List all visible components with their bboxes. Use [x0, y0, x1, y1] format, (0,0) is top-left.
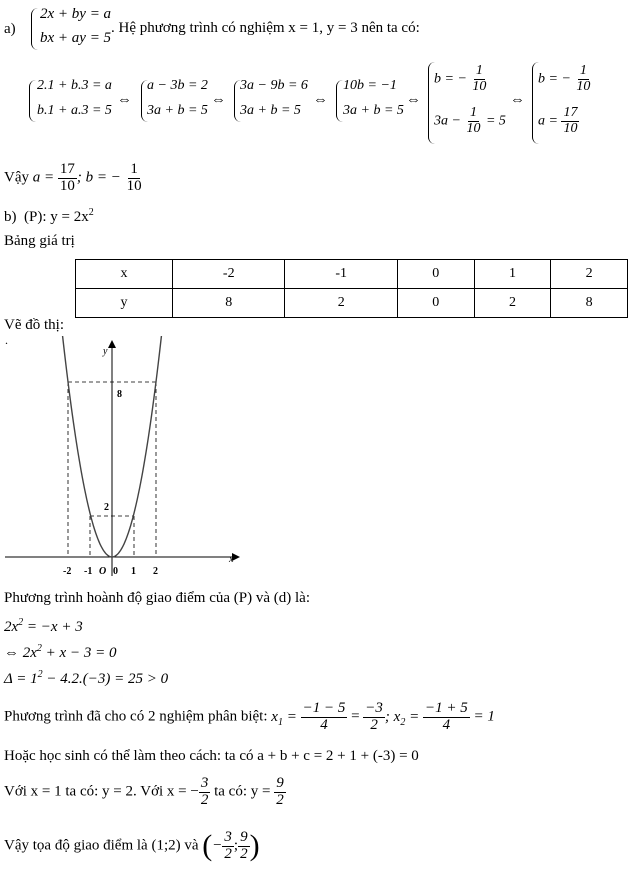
- point-line: Với x = 1 ta có: y = 2. Với x = − $\frac{3}{2}$ ta có: y = $\frac{9}{2}$: [4, 775, 284, 808]
- step1-brace: [29, 80, 36, 122]
- step4-eq-2: 3a + b = 5: [343, 103, 404, 118]
- x-tick-neg1: -1: [84, 566, 93, 577]
- step6-b-eq: b = − $\frac{1}{10}$: [538, 63, 591, 94]
- equiv-5: ⇔: [510, 92, 525, 108]
- table-cell: 0: [397, 260, 474, 289]
- step1-eq-1: 2.1 + b.3 = a: [37, 78, 112, 93]
- step1-eq-2: b.1 + a.3 = 5: [37, 103, 112, 118]
- table-cell: 0: [397, 289, 474, 318]
- step4-brace: [336, 80, 343, 122]
- part-a-label: a): [4, 21, 16, 37]
- origin-label: O: [99, 566, 107, 577]
- table-cell: 2: [551, 260, 628, 289]
- table-cell: -1: [285, 260, 397, 289]
- x-tick-neg2: -2: [63, 566, 72, 577]
- equiv-1: ⇔: [117, 92, 132, 108]
- table-cell: -2: [173, 260, 285, 289]
- x-tick-2: 2: [153, 566, 158, 577]
- equation-2: ⇔ $2x^2 + x - 3 = 0$: [4, 643, 117, 661]
- equation-1: $2x^2 = -x + 3$: [4, 617, 83, 635]
- step2-eq-2: 3a + b = 5: [147, 103, 208, 118]
- origin-zero: 0: [113, 566, 118, 577]
- parabola-graph: [0, 336, 250, 584]
- equiv-2: ⇔: [211, 92, 226, 108]
- table-cell: 8: [173, 289, 285, 318]
- table-cell: 8: [551, 289, 628, 318]
- graph-title: Vẽ đồ thị:: [4, 317, 64, 333]
- table-cell: x: [76, 260, 173, 289]
- system-brace: [31, 8, 38, 50]
- y-tick-8: 8: [117, 389, 122, 400]
- table-cell: 1: [474, 260, 551, 289]
- step5-a-eq: 3a − $\frac{1}{10}$ = 5: [434, 105, 506, 136]
- value-table: [75, 259, 628, 318]
- system-eq-1: 2x + by = a: [40, 6, 112, 22]
- step3-eq-1: 3a − 9b = 6: [240, 78, 308, 93]
- equation-3: $\Delta = 1^2 - 4.2.(-3) = 25 > 0$: [4, 669, 169, 687]
- equiv-4: ⇔: [406, 92, 421, 108]
- part-a-conclusion: Vậy a = $\frac{17}{10}$ ; b = − $\frac{1}{10}$: [4, 161, 142, 194]
- step5-b-eq: b = − $\frac{1}{10}$: [434, 63, 487, 94]
- x-tick-1: 1: [131, 566, 136, 577]
- table-row: [76, 260, 628, 289]
- part-a-intro: . Hệ phương trình có nghiệm x = 1, y = 3 nên ta có:: [111, 20, 420, 36]
- step4-eq-1: 10b = −1: [343, 78, 397, 93]
- alt-method: Hoặc học sinh có thể làm theo cách: ta có a + b + c = 2 + 1 + (-3) = 0: [4, 748, 419, 764]
- table-cell: y: [76, 289, 173, 318]
- y-axis-label: y: [103, 346, 108, 357]
- system-eq-2: bx + ay = 5: [40, 30, 112, 46]
- final-answer: Vậy tọa độ giao điểm là (1;2) và (− $\frac{3}{2}$ ; $\frac{9}{2}$ ): [4, 828, 260, 862]
- y-tick-2: 2: [104, 502, 109, 513]
- step2-eq-1: a − 3b = 2: [147, 78, 208, 93]
- table-cell: 2: [474, 289, 551, 318]
- step6-a-eq: a = $\frac{17}{10}$: [538, 105, 578, 136]
- table-cell: 2: [285, 289, 397, 318]
- part-b-heading: b) (P): $y = 2x^2$: [4, 207, 94, 225]
- stray-mark: .: [5, 333, 8, 347]
- roots-line: Phương trình đã cho có 2 nghiệm phân biệt: $x_1$ = $\frac{-1 - 5}{4}$ = $\frac{-3}{2}$ ; $x_2$ = $\frac{-1 + 5}{4}$ = 1: [4, 700, 495, 733]
- x-axis-label: x: [229, 554, 234, 565]
- table-row: [76, 289, 628, 318]
- step3-eq-2: 3a + b = 5: [240, 103, 301, 118]
- intersection-title: Phương trình hoành độ giao điểm của (P) và (d) là:: [4, 590, 310, 606]
- equiv-3: ⇔: [313, 92, 328, 108]
- table-title: Bảng giá trị: [4, 233, 75, 249]
